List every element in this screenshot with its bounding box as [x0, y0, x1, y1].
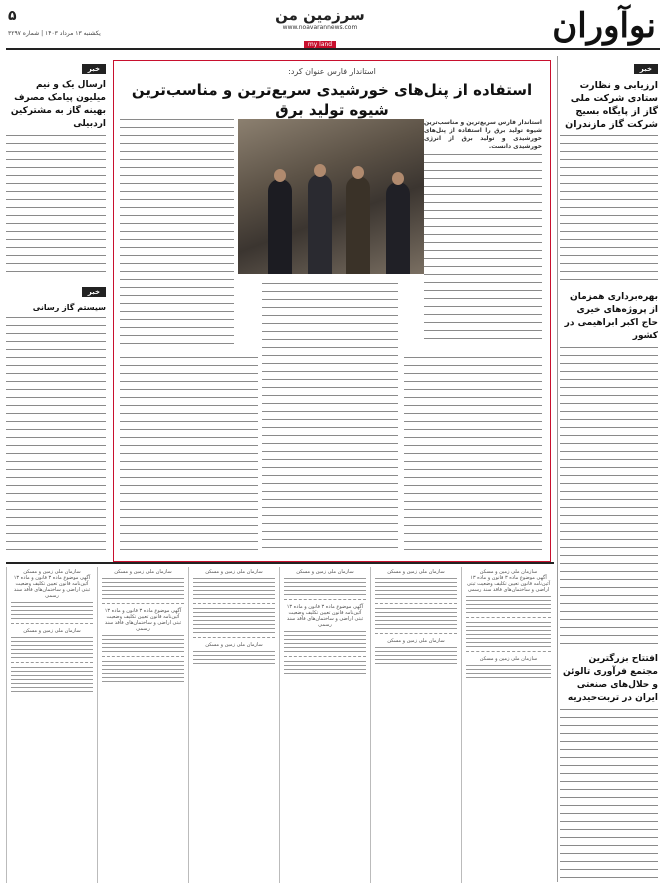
- ads-rule: [6, 562, 554, 564]
- story-column: [262, 283, 398, 553]
- sidebar-story-text: [560, 709, 658, 882]
- sidebar-story-title: ارسال یک و نیم میلیون پیامک مصرف بهینه گاز به مشترکین اردبیلی: [10, 80, 106, 129]
- ads-column: سازمان ملی زمین و مسکن آگهی موضوع ماده ۳ قانون و ماده ۱۳ آئین‌نامه قانون تعیین تکلیف وضعیت ثبتی اراضی و ساختمان‌های فاقد سند رسمی سازمان ملی زمین و مسکن: [6, 567, 97, 883]
- story-column: [424, 119, 542, 349]
- ads-column: سازمان ملی زمین و مسکن آگهی موضوع ماده ۳ قانون و ماده ۱۳ آئین‌نامه قانون تعیین تکلیف وضعیت ثبتی اراضی و ساختمان‌های فاقد سند رسمی: [97, 567, 188, 883]
- newspaper-logo: نوآوران: [552, 6, 656, 46]
- column-divider: [557, 56, 558, 882]
- story-headline: استفاده از پنل‌های خورشیدی سریع‌ترین و مناسب‌ترین شیوه تولید برق: [131, 81, 533, 119]
- sidebar-story-title: ارزیابی و نظارت ستادی شرکت ملی گاز از پایگاه بسیج شرکت گاز مازندران: [565, 80, 658, 130]
- ads-column: سازمان ملی زمین و مسکن سازمان ملی زمین و مسکن: [188, 567, 279, 883]
- left-sidebar: [6, 56, 106, 556]
- section-header: [250, 6, 390, 50]
- story-column: [120, 119, 234, 349]
- section-english-label: my land: [304, 41, 336, 48]
- sidebar-story-title: بهره‌برداری همزمان از پروژه‌های خیری حاج اکبر ابراهیمی در کشور: [564, 292, 658, 341]
- story-column: [120, 357, 258, 553]
- sidebar-story-text: [560, 135, 658, 285]
- ads-column: سازمان ملی زمین و مسکن آگهی موضوع ماده ۳ قانون و ماده ۱۳ آئین‌نامه قانون تعیین تکلیف وضعیت ثبتی اراضی و ساختمان‌های فاقد سند رسمی سازمان ملی زمین و مسکن: [461, 567, 555, 883]
- date-line: یکشنبه ۱۳ مرداد ۱۴۰۳ | شماره ۳۲۹۷: [8, 30, 101, 37]
- sidebar-story-text: [6, 317, 106, 556]
- story-photo: [238, 119, 424, 274]
- main-story-box: [113, 60, 551, 562]
- header-rule: [6, 48, 660, 50]
- section-title: سرزمین من: [275, 6, 365, 24]
- story-column: [404, 357, 542, 553]
- ads-column: سازمان ملی زمین و مسکن آگهی موضوع ماده ۳ قانون و ماده ۱۳ آئین‌نامه قانون تعیین تکلیف وضعیت ثبتی اراضی و ساختمان‌های فاقد سند رسمی: [279, 567, 370, 883]
- right-sidebar: [560, 56, 658, 882]
- site-url[interactable]: www.noavarannews.com: [282, 24, 358, 31]
- ads-column: سازمان ملی زمین و مسکن سازمان ملی زمین و مسکن: [370, 567, 461, 883]
- sidebar-tag: خبر: [82, 64, 106, 74]
- page-number: ۵: [8, 8, 17, 24]
- story-kicker: استاندار فارس عنوان کرد:: [288, 67, 376, 76]
- sidebar-tag: خبر: [82, 287, 106, 297]
- story-lead: استاندار فارس سریع‌ترین و مناسب‌ترین شیوه تولید برق را استفاده از پنل‌های خورشیدی و تولید برق از انرژی خورشیدی دانست.: [424, 119, 542, 150]
- sidebar-story-text: [560, 347, 658, 647]
- sidebar-story-text: [6, 135, 106, 275]
- sidebar-tag: خبر: [634, 64, 658, 74]
- sidebar-story-title: افتتاح بزرگترین مجتمع فرآوری تالوئن و حلال‌های صنعتی ایران در تربت‌حیدریه: [562, 654, 658, 703]
- sidebar-story-intro: سیستم گاز رسانی: [32, 303, 106, 312]
